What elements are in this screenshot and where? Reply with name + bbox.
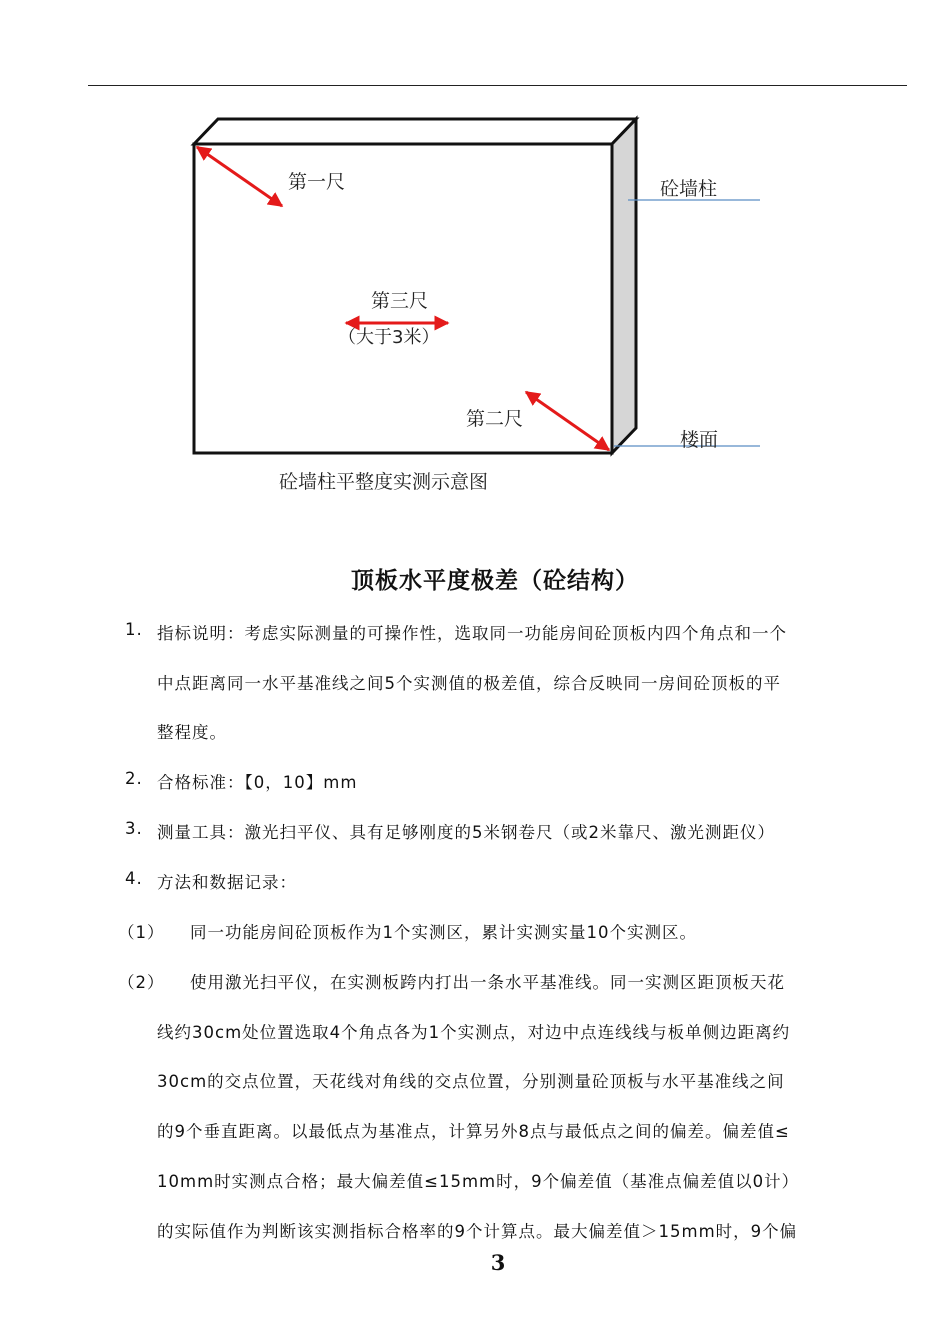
second-ruler-label: 第二尺 bbox=[466, 408, 524, 430]
sub-item-line: 同一功能房间砼顶板作为1个实测区，累计实测实量10个实测区。 bbox=[190, 923, 697, 942]
box-top-face bbox=[194, 119, 636, 144]
third-ruler-note: （大于3米） bbox=[338, 327, 440, 348]
item-number: 1. bbox=[125, 620, 143, 639]
third-ruler-label: 第三尺 bbox=[371, 290, 429, 312]
section-title: 顶板水平度极差（砼结构） bbox=[351, 568, 639, 594]
diagram-svg bbox=[0, 0, 950, 520]
floor-label: 楼面 bbox=[680, 429, 719, 451]
item-number: 2. bbox=[125, 769, 143, 788]
item-line: 整程度。 bbox=[157, 723, 227, 742]
sub-item-line: 的实际值作为判断该实测指标合格率的9个计算点。最大偏差值＞15mm时，9个偏 bbox=[157, 1222, 798, 1241]
box-side-face bbox=[612, 119, 636, 453]
item-number: 3. bbox=[125, 819, 143, 838]
item-line: 测量工具：激光扫平仪、具有足够刚度的5米钢卷尺（或2米靠尺、激光测距仪） bbox=[157, 823, 775, 842]
item-line: 合格标准：【0，10】mm bbox=[157, 773, 358, 792]
sub-item-line: 线约30cm处位置选取4个角点各为1个实测点，对边中点连线线与板单侧边距离约 bbox=[157, 1023, 791, 1042]
item-line: 中点距离同一水平基准线之间5个实测值的极差值，综合反映同一房间砼顶板的平 bbox=[157, 674, 781, 693]
column-label: 砼墙柱 bbox=[660, 178, 718, 200]
figure-caption: 砼墙柱平整度实测示意图 bbox=[279, 471, 489, 493]
sub-item-line: 10mm时实测点合格；最大偏差值≤15mm时，9个偏差值（基准点偏差值以0计） bbox=[157, 1172, 800, 1191]
item-line: 方法和数据记录： bbox=[157, 873, 297, 892]
sub-item-line: 30cm的交点位置，天花线对角线的交点位置，分别测量砼顶板与水平基准线之间 bbox=[157, 1072, 785, 1091]
item-line: 指标说明：考虑实际测量的可操作性，选取同一功能房间砼顶板内四个角点和一个 bbox=[157, 624, 787, 643]
sub-item-line: 的9个垂直距离。以最低点为基准点，计算另外8点与最低点之间的偏差。偏差值≤ bbox=[157, 1122, 790, 1141]
sub-item-number: （2） bbox=[118, 973, 165, 992]
item-number: 4. bbox=[125, 869, 143, 888]
sub-item-line: 使用激光扫平仪，在实测板跨内打出一条水平基准线。同一实测区距顶板天花 bbox=[190, 973, 785, 992]
sub-item-number: （1） bbox=[118, 923, 165, 942]
page-number: 3 bbox=[490, 1250, 506, 1275]
wall-flatness-diagram bbox=[0, 0, 950, 520]
first-ruler-label: 第一尺 bbox=[288, 171, 346, 193]
